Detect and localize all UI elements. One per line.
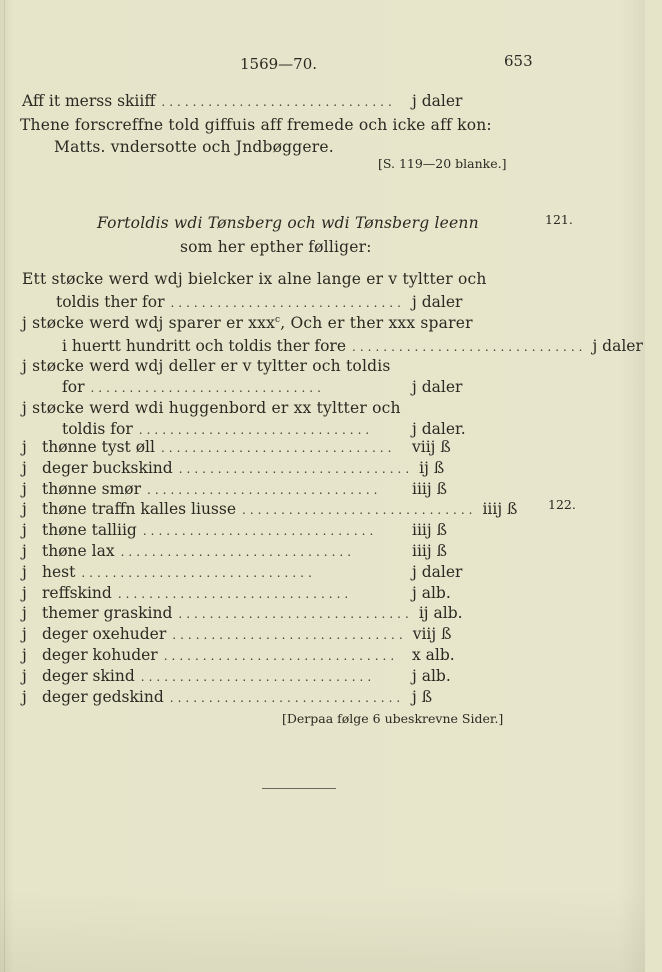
list-item [22,667,482,688]
list-item-label: thøne lax [42,542,115,560]
list-item-quantity: j [22,438,27,456]
list-item-label: reffskind [42,583,112,602]
entry-3-value: j daler [412,378,463,396]
entry-2-line-1 [22,314,473,332]
list-item-label: deger skind [42,666,135,685]
list-item [22,521,482,542]
list-item-label: hest [42,562,76,581]
entry-2-value: j daler [592,337,643,355]
dot-leader: .............................. [169,690,405,705]
dot-leader: .............................. [172,628,407,643]
list-item-quantity: j [22,646,27,664]
entry-3-continued: for [62,378,85,396]
bracket-note: [S. 119—20 blanke.] [378,156,507,171]
entry-3-line-1: j støcke werd wdj deller er v tyltter och toldis [22,357,391,375]
list-item-value: j alb. [412,583,451,602]
list-item-value: ij alb. [418,604,463,623]
page-shadow [0,890,645,972]
dot-leader: .............................. [140,669,376,684]
list-item-value: iiij ß [412,479,447,498]
entry-2-line-2 [22,337,643,358]
list-item-label: deger gedskind [42,687,164,706]
list-item-label: deger oxehuder [42,625,167,644]
list-item-value: j daler [412,562,463,581]
dot-leader: .............................. [120,545,356,559]
list-item-quantity: j [22,687,27,706]
list-item-quantity: j [22,458,27,477]
entry-3-line-2 [22,378,482,399]
dot-leader: .............................. [117,586,353,601]
dot-leader: .............................. [170,296,405,310]
top-line-1-item: Aff it merss skiiff [22,92,156,110]
list-item [22,459,482,480]
margin-number-121: 121. [545,212,573,227]
list-item-value: j alb. [412,666,451,685]
list-item-value: x alb. [412,646,455,664]
list-item-label: thøne talliig [42,521,137,540]
list-item-value: iiij ß [412,521,447,540]
list-item-value: viij ß [412,438,451,456]
list-item-label: thønne smør [42,479,142,498]
list-item [22,688,482,709]
entry-4-value: j daler. [412,420,466,438]
dot-leader: .............................. [90,381,325,395]
list-item-quantity: j [22,562,27,581]
top-line-2: Thene forscreffne told giffuis aff fremede och icke aff kon: [20,116,492,134]
list-item-label: thøne traffn kalles liusse [42,500,237,519]
list-item [22,438,482,459]
running-title: 1569—70. [240,55,318,73]
list-item-quantity: j [22,500,27,519]
entry-1-value: j daler [412,293,463,311]
dot-leader: .............................. [161,95,396,109]
entry-1-line-1: Ett støcke werd wdj bielcker ix alne lange er v tyltter och [22,270,487,288]
entry-2-continued: i huertt hundritt och toldis ther fore [62,337,347,355]
list-item-label: deger kohuder [42,646,158,664]
dot-leader: .............................. [138,423,374,437]
list-item-value: j ß [412,687,433,706]
entry-4-continued: toldis for [62,420,133,438]
list-item-quantity: j [22,583,27,602]
list-item-quantity: j [22,542,27,560]
dot-leader: .............................. [242,503,477,518]
list-item [22,563,482,584]
page-edge-line [4,0,5,972]
list-item [22,584,482,605]
dot-leader: .............................. [163,649,399,663]
list-item [22,480,482,501]
list-item [22,542,482,563]
entry-1-continued: toldis ther for [56,293,165,311]
entry-2-tail: , Och er ther xxx sparer [280,314,473,332]
list-item [22,646,482,667]
dot-leader: .............................. [160,441,396,455]
footer-note: [Derpaa følge 6 ubeskrevne Sider.] [282,711,504,726]
list-item-quantity: j [22,666,27,685]
list-item [22,500,518,521]
list-item-value: iiij ß [412,542,447,560]
page-number: 653 [504,52,533,70]
dot-leader: .............................. [147,482,382,497]
margin-number-122: 122. [548,497,576,512]
entry-2-text: j støcke werd wdj sparer er xxx [22,314,276,332]
list-item-label: thønne tyst øll [42,438,155,456]
list-item-value: iiij ß [482,500,518,519]
list-item [22,604,482,625]
list-item-label: deger buckskind [42,458,173,477]
list-item [22,625,482,646]
entry-2-sup: c [275,314,281,325]
section-title: Fortoldis wdi Tønsberg och wdi Tønsberg leenn [97,214,479,232]
dot-leader: .............................. [178,461,414,476]
list-item-quantity: j [22,479,27,498]
entry-1-line-2 [22,293,482,314]
dot-leader: .............................. [81,565,316,580]
list-item-value: viij ß [412,625,452,644]
dot-leader: .............................. [142,524,378,539]
dot-leader: .............................. [352,340,587,354]
dot-leader: .............................. [178,607,413,622]
closing-rule [262,788,336,789]
top-line-3: Matts. vndersotte och Jndbøggere. [54,138,334,156]
list-item-quantity: j [22,604,27,623]
list-item-label: themer graskind [42,604,173,623]
list-item-quantity: j [22,625,27,644]
entry-4-line-1: j støcke werd wdi huggenbord er xx tyltter och [22,399,401,417]
top-line-1 [22,92,482,113]
list-item-quantity: j [22,521,27,540]
list-item-value: ij ß [419,458,445,477]
top-line-1-value: j daler [412,92,463,110]
section-subtitle: som her epther følliger: [180,238,372,256]
